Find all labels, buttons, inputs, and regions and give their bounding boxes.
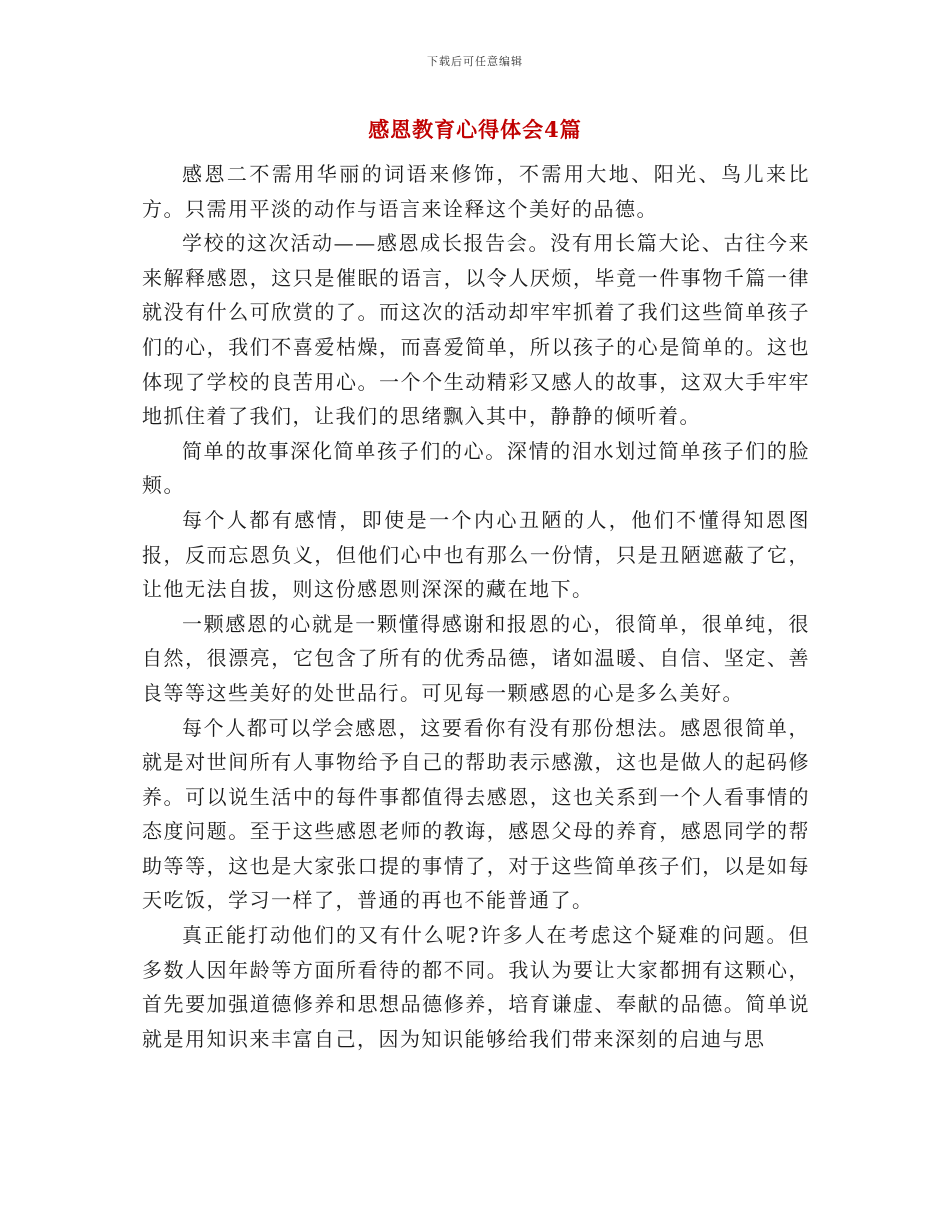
paragraph: 简单的故事深化简单孩子们的心。深情的泪水划过简单孩子们的脸颊。: [142, 438, 810, 498]
document-title: 感恩教育心得体会4篇: [368, 117, 582, 142]
paragraph: 真正能打动他们的又有什么呢?许多人在考虑这个疑难的问题。但多数人因年龄等方面所看待的都不同。我认为要让大家都拥有这颗心，首先要加强道德修养和思想品德修养，培育谦虚、奉献的品德。简单说就是用知识来丰富自己，因为知识能够给我们带来深刻的启迪与思: [142, 923, 810, 1051]
header-note: 下载后可任意编辑: [427, 55, 523, 68]
paragraph: 每个人都可以学会感恩，这要看你有没有那份想法。感恩很简单，就是对世间所有人事物给予自己的帮助表示感激，这也是做人的起码修养。可以说生活中的每件事都值得去感恩，这也关系到一个人看事情的态度问题。至于这些感恩老师的教诲，感恩父母的养育，感恩同学的帮助等等，这也是大家张口提的事情了，对于这些简单孩子们，以是如每天吃饭，学习一样了，普通的再也不能普通了。: [142, 715, 810, 913]
paragraph: 学校的这次活动——感恩成长报告会。没有用长篇大论、古往今来来解释感恩，这只是催眠的语言，以令人厌烦，毕竟一件事物千篇一律就没有什么可欣赏的了。而这次的活动却牢牢抓着了我们这些简单孩子们的心，我们不喜爱枯燥，而喜爱简单，所以孩子的心是简单的。这也体现了学校的良苦用心。一个个生动精彩又感人的故事，这双大手牢牢地抓住着了我们，让我们的思绪飘入其中，静静的倾听着。: [142, 231, 810, 429]
paragraph: 一颗感恩的心就是一颗懂得感谢和报恩的心，很简单，很单纯，很自然，很漂亮，它包含了所有的优秀品德，诸如温暖、自信、坚定、善良等等这些美好的处世品行。可见每一颗感恩的心是多么美好。: [142, 611, 810, 705]
paragraph: 每个人都有感情，即使是一个内心丑陋的人，他们不懂得知恩图报，反而忘恩负义，但他们心中也有那么一份情，只是丑陋遮蔽了它，让他无法自拔，则这份感恩则深深的藏在地下。: [142, 507, 810, 602]
document-body: [142, 157, 810, 1056]
paragraph: 感恩二不需用华丽的词语来修饰，不需用大地、阳光、鸟儿来比方。只需用平淡的动作与语言来诠释这个美好的品德。: [142, 162, 810, 221]
